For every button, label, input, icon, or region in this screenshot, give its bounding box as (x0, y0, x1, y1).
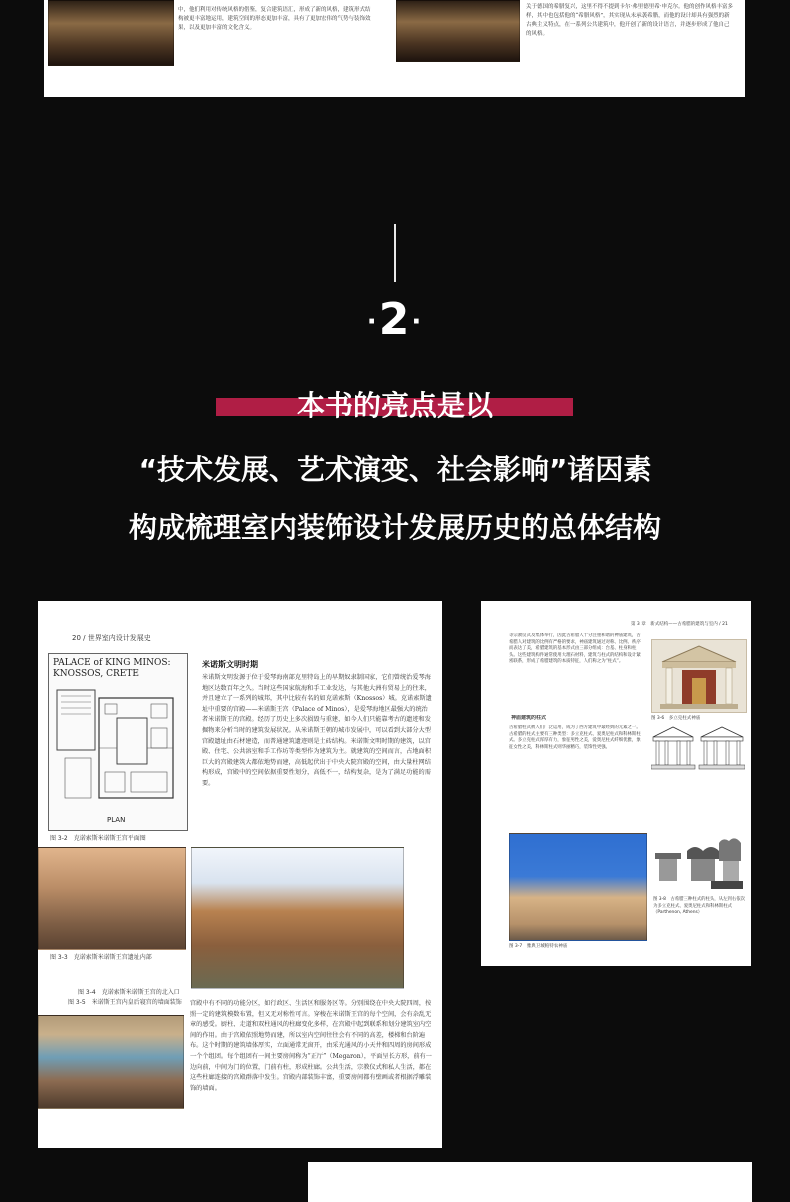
section-title: 米诺斯文明时期 (202, 659, 258, 669)
headline-line-2: “技术发展、艺术演变、社会影响”诸因素 (138, 453, 652, 486)
parthenon-photo (509, 833, 647, 941)
fig-3-3-caption: 图 3-3 克诺索斯米诺斯王宫遗址内部 (50, 954, 152, 961)
fig-3-4-caption: 图 3-4 克诺索斯米诺斯王宫的北入口 (78, 989, 180, 996)
right-body-top: 等宗教仪式及集体举行，因此古希腊人十分注重和谐的神庙建筑，古希腊人对建筑的比例有严格的要求，神庙建筑通过对称、比例、秩序而表达了美，希腊建筑的基本形式由三部分组成：台基、柱身和柱头。这些建筑构件通常使用大理石材料，建筑与柱式的结构和设计紧密联系，形成了希腊建筑的本质特征，人们称之为“柱式”。 (509, 633, 641, 665)
top-book-spread (44, 0, 745, 97)
section-number (0, 294, 790, 345)
column-capitals-drawing (651, 835, 745, 893)
plan-drawing (55, 688, 181, 810)
temple-facade-drawing (652, 640, 746, 712)
left-body-top: 米诺斯文明发源于位于爱琴海南部克里特岛上的早期奴隶制国家，它们曾统治爱琴海地区达数百年之久。当时这些国家航海和手工业发达，与其他大洲有贸易上的往来，并且建立了一系列的城邦，其中比较有名的如克诺索斯（Knossos）城。克诺索斯遗址中重要的宫殿——米诺斯王宫（Palace of Minos），是爱琴海地区最强大的统治者米诺斯王的宫殿。经历了历史上多次损毁与重建，如今人们只能靠考古的遗迹和发掘物来分析当时的建筑发展状况。从米诺斯王朝的城市发展中，可以看到大部分大型宫殿遗址由石材建造，而普通建筑遗迹则是土砖结构。米诺斯文明时期的建筑，以宫殿、住宅、公共溶室和手工作坊等类型作为建筑为主。就建筑的空间而言，占地面积巨大的宫殿建筑大都依地势而建，高低起伏出于中央大院宫殿的空间，由大量柱网结构形成，宫殿中的空间依据重要性划分，高低不一，结构复杂，是为了满足功能的需要。 (202, 674, 432, 787)
top-left-page-text: 中，他们利用对传统风格的借鉴，复合建筑语汇，形成了新的风格，建筑形式结构被更丰富地运用，建筑空间的形态更加丰富，具有了更加宏伟的气势与装饰效果，以及更加丰富的文化含义。 (178, 7, 371, 31)
right-body-mid: 古希腊柱式被人们广泛运用，成为了西方建筑中最经典的元素之一。古希腊的柱式主要有三种类型：多立克柱式、爱奥尼柱式和科林斯柱式。多立克柱式浑厚有力，象征男性之美，爱奥尼柱式纤细优雅，象征女性之美，科林斯柱式则华丽精巧，装饰性更强。 (509, 725, 641, 750)
doric-temple-illustration (651, 639, 747, 713)
bottom-book-page (308, 1162, 752, 1202)
left-body-bottom: 宫殿中有不同的功能分区，如行政区、生活区和服务区等。分别围绕在中央大院四周，按照一定的建筑模数布置，但又无对称性可言。穿梭在米诺斯王宫的每个空间，会有杂乱无章的感受。厨柱、走道和双柱通风的柱廊变化多样，在宫殿中起到联系和划分建筑室内空间的作用。由于宫殿依照地势而建，所以室内空间往往会有不同的高差，楼梯和台阶遍布。这个时期的建筑墙体厚实，立面通常无窗开，由采光通风的小天井和四周的房间形成一个个组团。每个组团有一间主要房间称为“正厅”（Megaron），平面呈长方形，前有一边向前，中间为门的位置，门前有柱，形成柱廊。公共生活，宗教仪式和私人生活，都在这些柱廊连接的宫殿群落中发生。宫殿内部装饰丰富，重要房间都有壁画或者根据浮雕装饰的墙面。 (190, 1000, 432, 1092)
headline-line-3: 构成梳理室内装饰设计发展历史的总体结构 (128, 511, 661, 544)
fig-3-7-caption: 图 3-7 雅典卫城帕特农神庙 (509, 944, 568, 949)
left-book-page (38, 601, 442, 1148)
plan-title: PALACE of KING MINOS: KNOSSOS, CRETE (53, 658, 171, 679)
queens-megaron-photo (38, 1015, 184, 1109)
opera-house-photo (48, 0, 174, 66)
right-page-header: 第 3 章 新式结构——古希腊的建筑与室内 / 21 (631, 622, 728, 627)
plan-label: PLAN (107, 816, 126, 824)
number-dot-right: · (411, 307, 424, 337)
columns-subheading: 神庙建筑的柱式 (511, 715, 547, 721)
vertical-divider (394, 224, 396, 282)
headline-line-1: 本书的亮点是以 (296, 389, 493, 422)
left-page-header: 20 / 世界室内设计发展史 (72, 634, 151, 642)
interior-hall-photo (396, 0, 520, 62)
fig-3-8-caption: 图 3-8 古希腊三种柱式的柱头，从左到右依次为多立克柱式、爱奥尼柱式和科林斯柱式（Parthenon, Athens） (653, 897, 745, 915)
top-right-page-text: 关于德国的希腊复兴，这里不得不提到卡尔·弗里德里希·申克尔。他的创作风格丰富多样，其中也包括他的“希腊风格”，其实现从未承袭希腊，而他的设计却具有强烈的新古典主义特点，在一系列公共建筑中，他开创了新的设计语言，并逐步形成了他自己的风格。 (526, 4, 733, 37)
number-dot-left: · (366, 307, 379, 337)
number-value: 2 (378, 294, 412, 345)
greek-temples-drawings (651, 725, 745, 773)
fig-3-5-caption: 图 3-5 米诺斯王宫内皇后寝宫的墙面装饰 (68, 999, 182, 1006)
right-book-page (481, 601, 751, 966)
north-entrance-photo (191, 847, 404, 989)
palace-ruins-photo (38, 847, 186, 950)
fig-3-6-caption: 图 3-6 多立克柱式神庙 (651, 716, 701, 721)
palace-plan-figure (48, 653, 188, 831)
fig-3-2-caption: 图 3-2 克诺索斯米诺斯王宫平面图 (50, 835, 146, 842)
